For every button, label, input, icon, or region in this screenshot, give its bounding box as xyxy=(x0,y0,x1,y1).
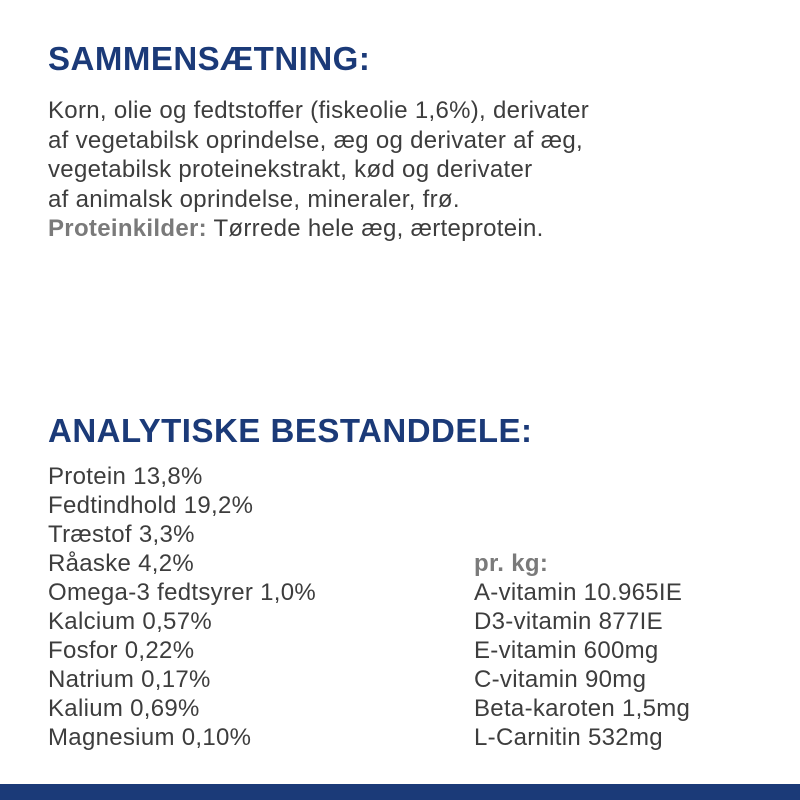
list-item: Fedtindhold 19,2% xyxy=(48,492,254,519)
list-item: Fosfor 0,22% xyxy=(48,637,195,664)
list-item: Kalcium 0,57% xyxy=(48,608,212,635)
list-item: Råaske 4,2% xyxy=(48,550,195,577)
composition-line: af animalsk oprindelse, mineraler, frø. xyxy=(48,185,460,213)
composition-line: vegetabilsk proteinekstrakt, kød og derivater xyxy=(48,156,533,183)
analytical-constituents-list xyxy=(48,462,316,752)
protein-sources-line xyxy=(48,214,768,244)
composition-heading: SAMMENSÆTNING: xyxy=(48,40,371,77)
list-item: C-vitamin 90mg xyxy=(474,666,647,693)
list-item: Kalium 0,69% xyxy=(48,695,200,722)
list-item: Træstof 3,3% xyxy=(48,521,195,548)
protein-sources-text: Tørrede hele æg, ærteprotein. xyxy=(206,215,544,242)
list-item: Magnesium 0,10% xyxy=(48,724,252,751)
composition-line: Korn, olie og fedtstoffer (fiskeolie 1,6%), derivater xyxy=(48,97,590,124)
per-kg-label: pr. kg: xyxy=(474,550,549,577)
list-item: Omega-3 fedtsyrer 1,0% xyxy=(48,579,317,606)
list-item: Beta-karoten 1,5mg xyxy=(474,695,691,722)
analytical-heading: ANALYTISKE BESTANDDELE: xyxy=(48,412,533,449)
composition-line: af vegetabilsk oprindelse, æg og derivater af æg, xyxy=(48,126,584,154)
vitamin-per-kg-list xyxy=(474,549,690,752)
list-item: A-vitamin 10.965IE xyxy=(474,579,683,606)
list-item: L-Carnitin 532mg xyxy=(474,724,663,751)
protein-sources-label: Proteinkilder: xyxy=(48,215,207,242)
list-item: E-vitamin 600mg xyxy=(474,637,659,664)
bottom-color-band xyxy=(0,784,800,800)
list-item: Protein 13,8% xyxy=(48,463,203,490)
list-item: D3-vitamin 877IE xyxy=(474,608,663,635)
list-item: Natrium 0,17% xyxy=(48,666,211,693)
composition-text xyxy=(48,96,768,244)
